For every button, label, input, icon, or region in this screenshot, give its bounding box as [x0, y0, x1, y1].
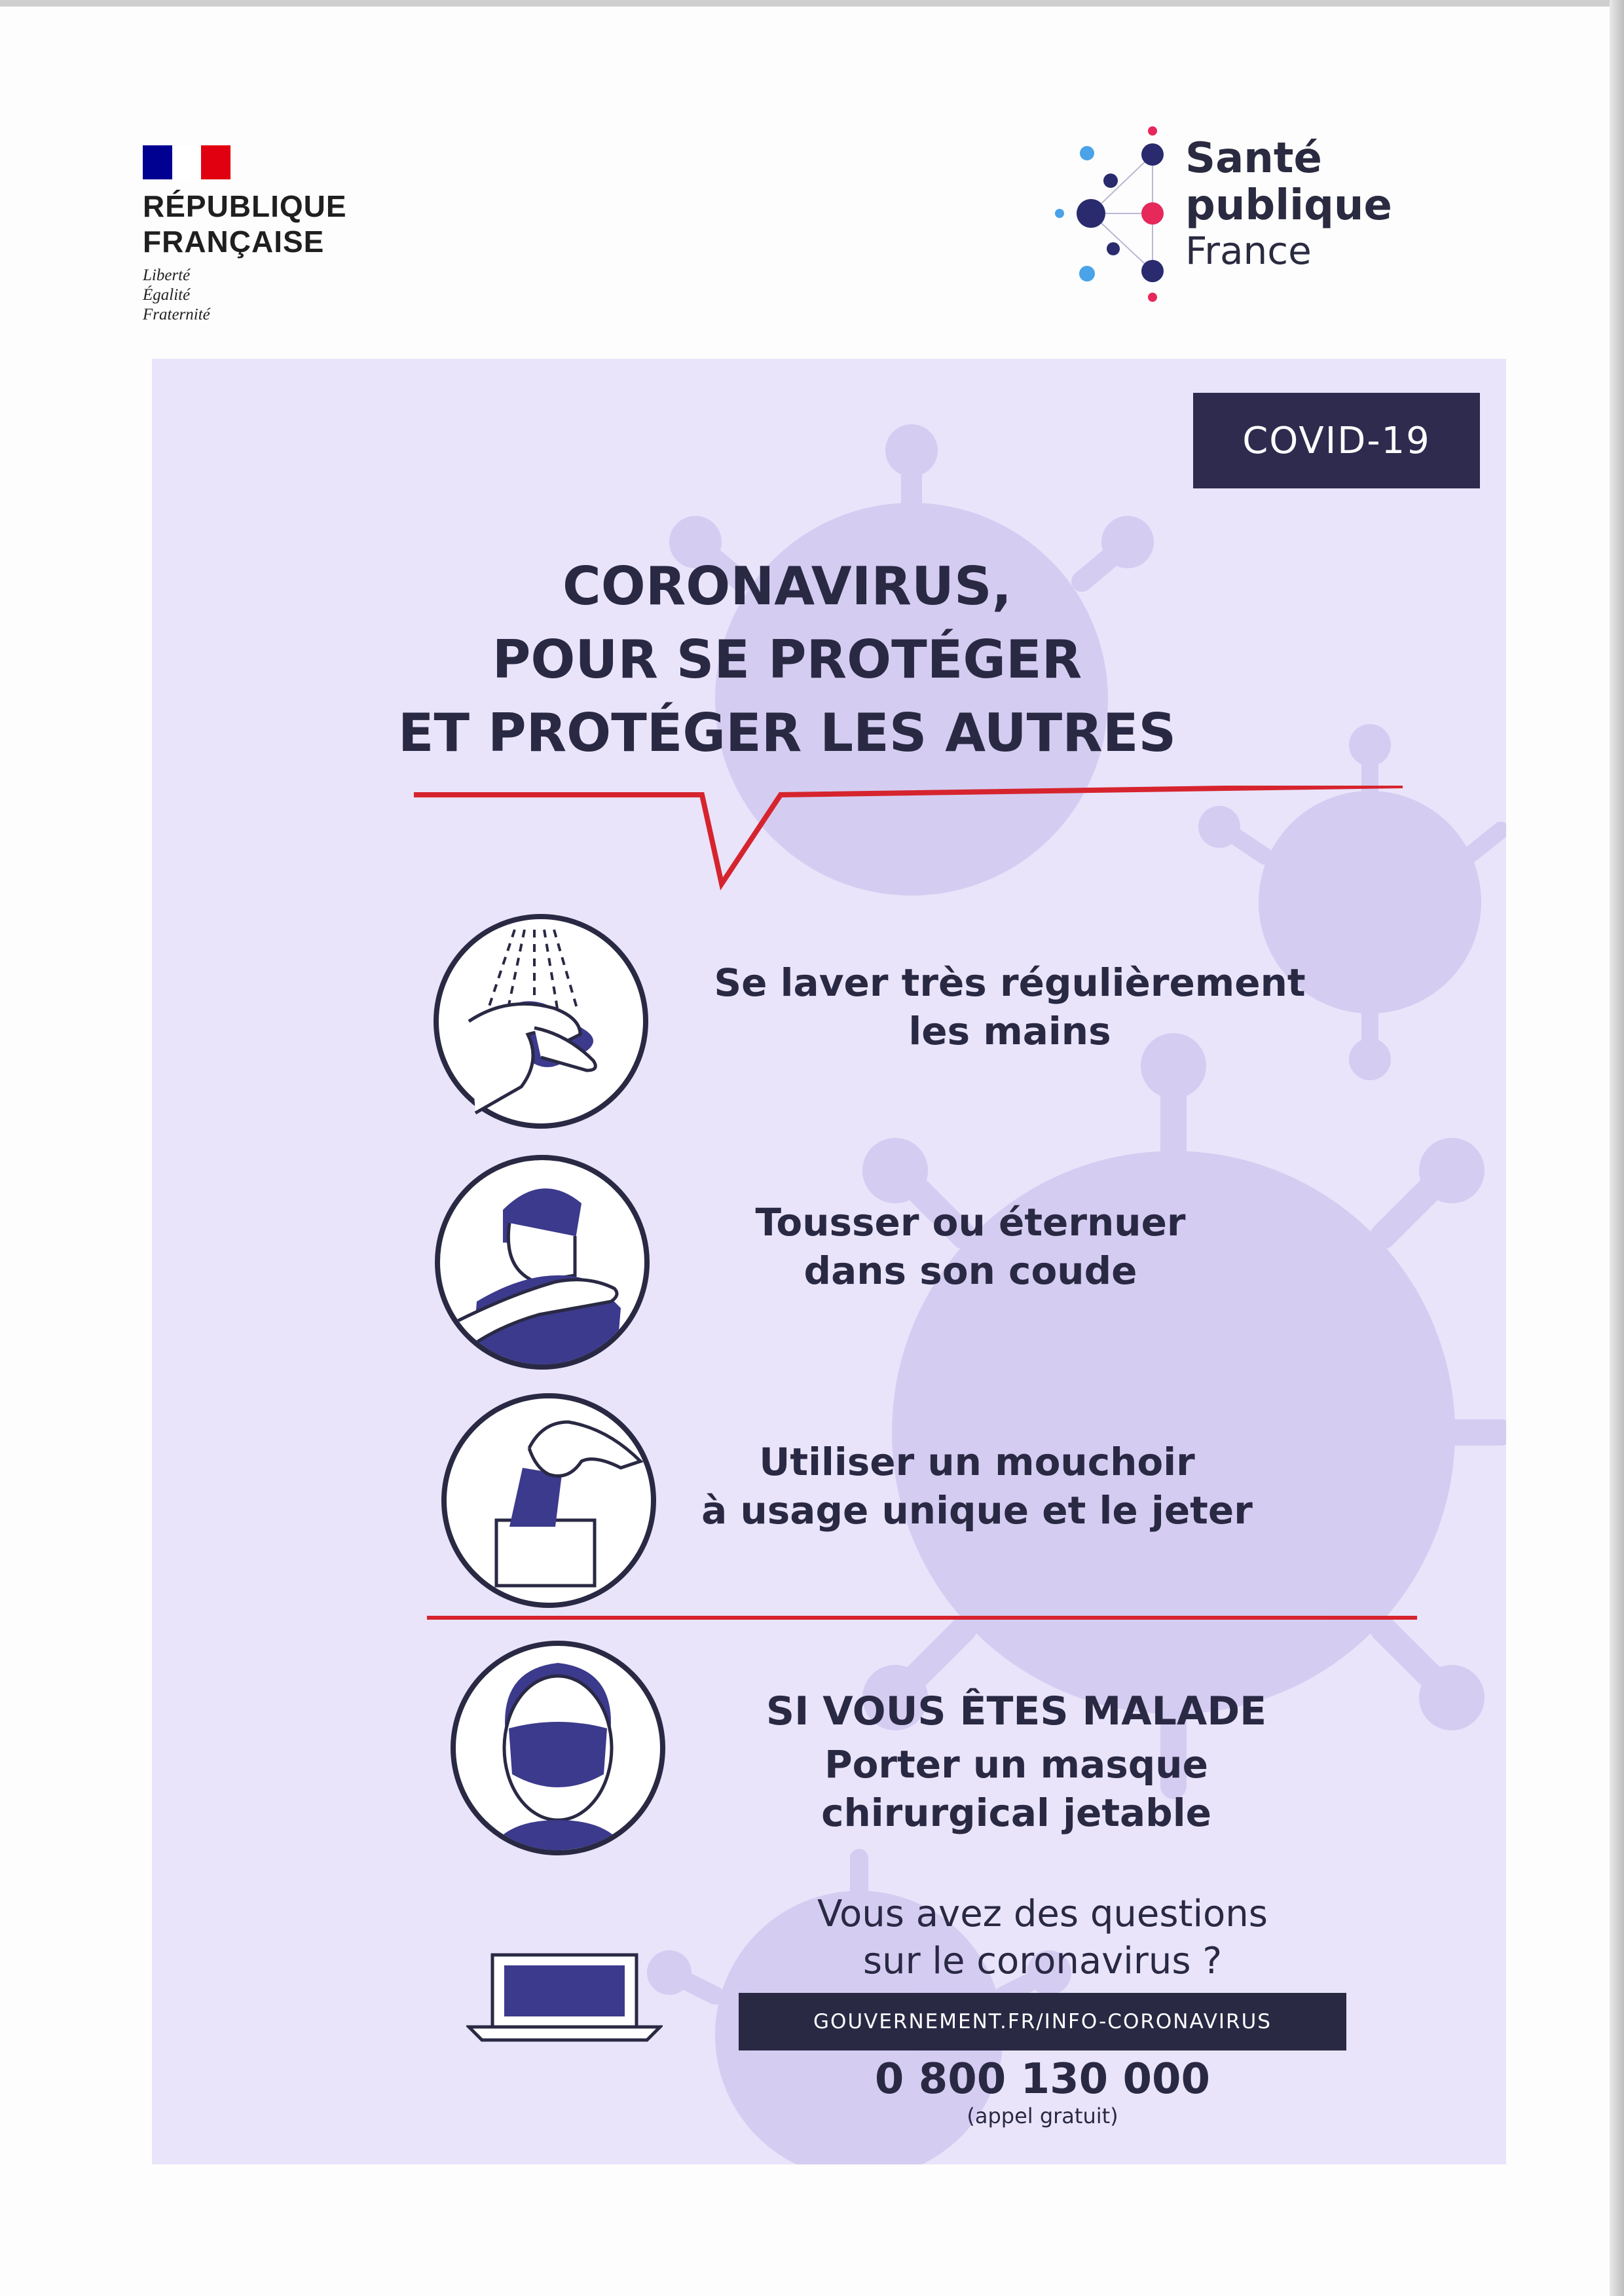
republique-francaise-logo [143, 145, 378, 342]
sante-publique-france-logo [1048, 122, 1414, 312]
section-divider [427, 1616, 1417, 1620]
tip-cough-elbow: Tousser ou éternuer dans son coude [755, 1200, 1186, 1293]
french-flag-icon [143, 145, 231, 179]
speech-bubble-underline [414, 786, 1409, 890]
mask-icon [447, 1637, 669, 1859]
tissue-icon [437, 1389, 660, 1612]
spf-wordmark: Santé publique France [1185, 134, 1392, 273]
tip-hand-washing: Se laver très régulièrement les mains [714, 960, 1306, 1053]
scan-top-edge [0, 0, 1624, 7]
scan-right-edge [1610, 0, 1624, 2296]
poster-headline: CORONAVIRUS, POUR SE PROTÉGER ET PROTÉGER LES AUTRES [397, 556, 1177, 763]
rf-title: RÉPUBLIQUE FRANÇAISE [143, 189, 347, 259]
laptop-icon [466, 1952, 663, 2044]
covid-poster [152, 359, 1506, 2164]
rf-motto: Liberté Égalité Fraternité [143, 266, 210, 323]
info-url[interactable]: GOUVERNEMENT.FR/INFO-CORONAVIRUS [739, 1993, 1346, 2050]
questions-text: Vous avez des questions sur le coronavirus ? [817, 1893, 1268, 1982]
phone-number: 0 800 130 000 [874, 2055, 1211, 2104]
tip-mask: SI VOUS ÊTES MALADE Porter un masque chirurgical jetable [766, 1688, 1267, 1835]
cough-elbow-icon [431, 1151, 654, 1374]
hand-washing-icon [430, 910, 652, 1133]
phone-note: (appel gratuit) [967, 2104, 1118, 2128]
covid-badge: COVID-19 [1193, 393, 1480, 488]
molecule-dots-icon [1048, 122, 1179, 312]
tip-tissue: Utiliser un mouchoir à usage unique et le jeter [701, 1440, 1253, 1533]
